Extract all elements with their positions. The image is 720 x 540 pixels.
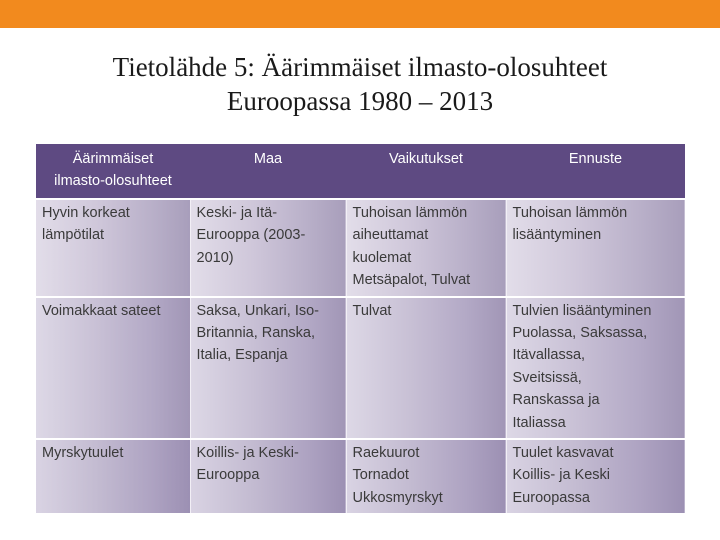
header-country <box>190 144 346 199</box>
cell-text: Britannia, Ranska, <box>196 325 315 342</box>
header-text: Maa <box>253 151 283 167</box>
cell-text: Tuhoisan lämmön <box>352 205 468 221</box>
table-cell <box>190 297 346 439</box>
cell-text: lisääntyminen <box>512 227 602 244</box>
title-line-2: Euroopassa 1980 – 2013 <box>226 86 494 116</box>
climate-table <box>36 144 685 515</box>
table-row <box>36 199 685 297</box>
table-cell <box>36 199 190 297</box>
table-cell <box>190 199 346 297</box>
table-row <box>36 297 685 439</box>
table-cell <box>506 439 685 514</box>
cell-text: Italiassa <box>512 414 566 431</box>
cell-text: Myrskytuulet <box>42 445 124 462</box>
cell-text: kuolemat <box>352 249 412 266</box>
cell-text: Italia, Espanja <box>196 347 288 364</box>
cell-text: Tuhoisan lämmön <box>512 205 628 221</box>
table-cell <box>346 297 506 439</box>
table-row <box>36 439 685 514</box>
cell-text: Eurooppa <box>196 467 260 484</box>
cell-text: Saksa, Unkari, Iso- <box>196 302 319 319</box>
header-forecast <box>506 144 685 199</box>
table-cell <box>36 439 190 514</box>
table-cell <box>36 297 190 439</box>
cell-text: Sveitsissä, <box>512 369 582 386</box>
header-text: Vaikutukset <box>389 151 463 167</box>
header-text: ilmasto-olosuhteet <box>54 173 172 189</box>
table-cell <box>506 297 685 439</box>
table-cell <box>506 199 685 297</box>
cell-text: Tulvat <box>352 302 392 319</box>
table-cell <box>346 439 506 514</box>
header-text: Ennuste <box>568 151 623 167</box>
cell-text: Koillis- ja Keski <box>512 467 610 484</box>
cell-text: Ukkosmyrskyt <box>352 489 443 506</box>
header-impacts <box>346 144 506 199</box>
header-text: Äärimmäiset <box>72 151 154 167</box>
title-line-1: Tietolähde 5: Äärimmäiset ilmasto-olosuhteet <box>112 52 608 82</box>
header-extreme-conditions <box>36 144 190 199</box>
table-cell <box>190 439 346 514</box>
cell-text: Tulvien lisääntyminen <box>512 302 652 319</box>
cell-text: Metsäpalot, Tulvat <box>352 272 471 289</box>
cell-text: Raekuurot <box>352 445 420 462</box>
cell-text: Keski- ja Itä- <box>196 205 278 221</box>
cell-text: Voimakkaat sateet <box>42 302 161 319</box>
cell-text: Puolassa, Saksassa, <box>512 325 648 342</box>
cell-text: Euroopassa <box>512 489 590 506</box>
cell-text: lämpötilat <box>42 227 105 244</box>
table-cell <box>346 199 506 297</box>
cell-text: aiheuttamat <box>352 227 429 244</box>
cell-text: Hyvin korkeat <box>42 205 130 221</box>
slide-title <box>60 50 660 118</box>
cell-text: Ranskassa ja <box>512 392 600 409</box>
cell-text: 2010) <box>196 249 234 266</box>
top-accent-bar <box>0 0 720 28</box>
cell-text: Tornadot <box>352 467 409 484</box>
table-header-row <box>36 144 685 199</box>
cell-text: Itävallassa, <box>512 347 586 364</box>
cell-text: Eurooppa (2003- <box>196 227 306 244</box>
cell-text: Tuulet kasvavat <box>512 445 614 462</box>
cell-text: Koillis- ja Keski- <box>196 445 299 462</box>
